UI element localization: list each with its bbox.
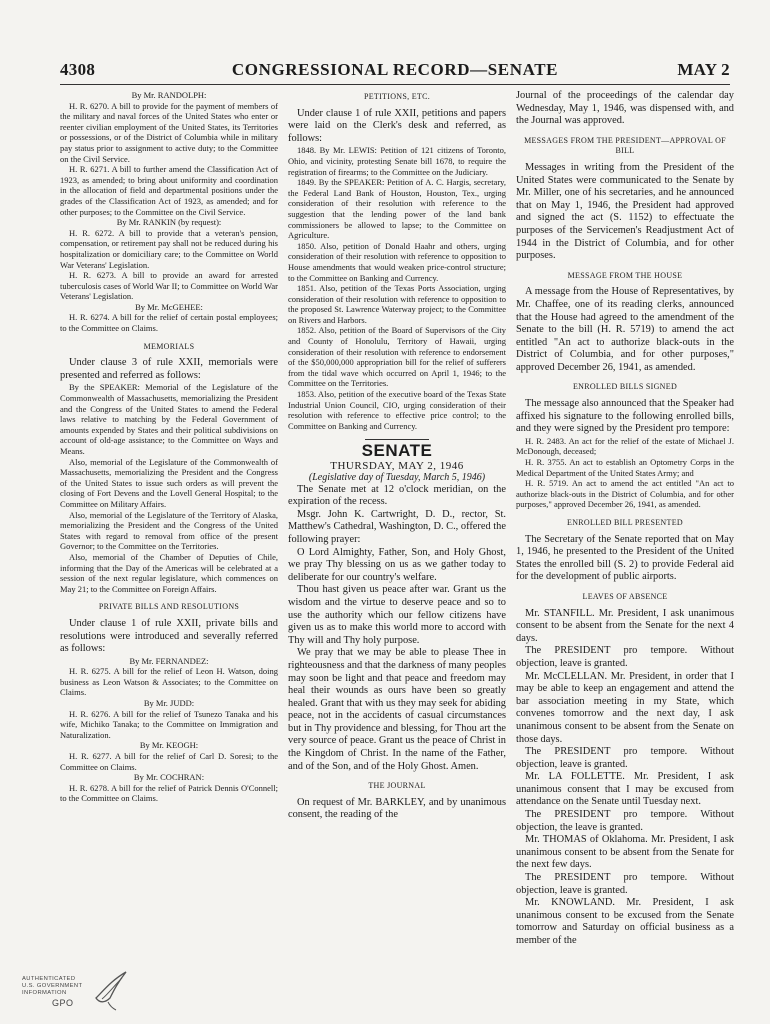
section-heading-message-house: MESSAGE FROM THE HOUSE [567, 270, 683, 280]
bill-entry: H. R. 3755. An act to establish an Optometry Corps in the Medical Department of the United States Army; and [516, 457, 734, 478]
page-number: 4308 [60, 60, 96, 79]
senate-heading: SENATE [361, 441, 433, 461]
bill-entry: H. R. 6276. A bill for the relief of Tsunezo Tanaka and his wife, Michiko Tanaka; to the Committee on Immigration and Naturalization. [60, 708, 278, 740]
sponsor-line: By Mr. JUDD: [143, 698, 195, 709]
proceedings-paragraph: Mr. STANFILL. Mr. President, I ask unanimous consent to be absent from the Senate for the next 4 days. [516, 607, 734, 644]
gpo-logo-word: GPO [52, 998, 74, 1008]
bill-entry: H. R. 6278. A bill for the relief of Patrick Dennis O'Connell; to the Committee on Claims. [60, 782, 278, 804]
section-rule [365, 439, 429, 440]
proceedings-paragraph: Mr. KNOWLAND. Mr. President, I ask unanimous consent to be excused from the Senate tomorrow and Saturday on official business as a member of the [516, 897, 734, 946]
proceedings-paragraph: Mr. THOMAS of Oklahoma. Mr. President, I ask unanimous consent to be absent from the Senate for the next few days. [516, 834, 734, 871]
memorial-entry: Also, memorial of the Legislature of the Territory of Alaska, memorializing the President and the Congress of the United States with regard to removal from office of the present Governor; to the Committee on the Territories. [60, 509, 278, 552]
running-title: CONGRESSIONAL RECORD—SENATE [231, 60, 559, 79]
sponsor-line: By Mr. McGEHEE: [135, 301, 203, 312]
bill-entry: H. R. 6272. A bill to provide that a veteran's pension, compensation, or retirement pay shall not be reduced during his hospitalization or domiciliary care; to the Committee on World War Veterans' Legislation. [60, 227, 278, 270]
proceedings-paragraph: On request of Mr. BARKLEY, and by unanimous consent, the reading of the [288, 796, 506, 821]
petition-entry: 1849. By the SPEAKER: Petition of A. C. Hargis, secretary, the Federal Land Bank of Houston, Houston, Tex., urging consideration of their resolution with reference to the suggestion that the lending power of the land bank commissioners be allowed to lapse; to the Committee on Agriculture. [288, 177, 506, 241]
section-heading-enrolled-bills: ENROLLED BILLS SIGNED [572, 382, 678, 392]
prayer-paragraph: We pray that we may be able to please Thee in righteousness and that the darkness of many peoples may soon be light and that peace and freedom may heal their wounds as ours have been so greatly healed. Grant that with us they may seek for abiding peace, not in the accidents of casual circumstances but in Thy providence and blessing, for Thou art the very source of peace. Grant us the peace of Christ in the Kingdom of Christ. In the name of the Father, and of the Son, and of the Holy Ghost. Amen. [288, 647, 506, 772]
proceedings-paragraph: Mr. McCLELLAN. Mr. President, in order that I may be able to keep an engagement and attend the bar association meeting in my State, which convenes tomorrow and the next day, I ask unanimous consent to be absent from the Senate on those days. [516, 670, 734, 745]
column-right [516, 90, 734, 970]
petition-entry: 1853. Also, petition of the executive board of the Texas State Industrial Union Council, CIO, urging consideration of their resolution with reference to effective price control; to the Committee on Banking and Currency. [288, 389, 506, 431]
bill-entry: H. R. 6271. A bill to further amend the Classification Act of 1923, as amended; to bring about uniformity and coordination in the allocation of field and departmental positions under the grades of the Classification Act of 1923, as amended; and for other purposes; to the Committee on the Civil Service. [60, 164, 278, 217]
sponsor-line: By Mr. RANDOLPH: [131, 90, 207, 100]
intro-paragraph: Under clause 1 of rule XXII, private bills and resolutions were introduced and severally referred as follows: [60, 617, 278, 655]
intro-paragraph: Under clause 1 of rule XXII, petitions and papers were laid on the Clerk's desk and referred, as follows: [288, 107, 506, 144]
proceedings-paragraph: Mr. LA FOLLETTE. Mr. President, I ask unanimous consent that I may be excused from attendance on the Senate until Tuesday next. [516, 771, 734, 808]
proceedings-paragraph: The Senate met at 12 o'clock meridian, on the expiration of the recess. [288, 483, 506, 508]
legislative-day: (Legislative day of Tuesday, March 5, 1946) [308, 471, 486, 483]
gpo-logo-text: AUTHENTICATED U.S. GOVERNMENT INFORMATION [22, 976, 83, 997]
proceedings-paragraph: A message from the House of Representatives, by Mr. Chaffee, one of its reading clerks, announced that the House had agreed to the amendment of the Senate to the bill (H. R. 5719) to amend the act entitled "An act to authorize black-outs in the District of Columbia, and for other purposes," approved December 26, 1941, as amended. [516, 286, 734, 373]
section-heading-leaves: LEAVES OF ABSENCE [582, 591, 668, 601]
bill-entry: H. R. 6270. A bill to provide for the payment of members of the military and naval forces of the United States who enter or reenter civilian employment of the United States, its Territories or possessions, or of the District of Columbia while in military pay status prior to assignment to active duty; to the Committee on the Civil Service. [60, 100, 278, 164]
memorial-entry: Also, memorial of the Chamber of Deputies of Chile, informing that the Day of the Americas will be celebrated at a session of the next regular legislature, which commences on May 21; to the Committee on Foreign Affairs. [60, 551, 278, 594]
petition-entry: 1848. By Mr. LEWIS: Petition of 121 citizens of Toronto, Ohio, and vicinity, protesting Senate bill 1678, to require the registration of firearms; to the Committee on the Judiciary. [288, 145, 506, 177]
section-heading-messages-president: MESSAGES FROM THE PRESIDENT—APPROVAL OF BILL [524, 135, 726, 156]
proceedings-paragraph: The PRESIDENT pro tempore. Without objection, the leave is granted. [516, 809, 734, 833]
bill-entry: H. R. 6277. A bill for the relief of Carl D. Soresi; to the Committee on Claims. [60, 751, 278, 772]
memorial-entry: Also, memorial of the Legislature of the Commonwealth of Massachusetts, memorializing the President and the Congress of the United States to issue such orders as will prevent the closing of Fort Devens and the Lovell General Hospital; to the Committee on Military Affairs. [60, 456, 278, 509]
header-date: MAY 2 [677, 60, 730, 79]
memorial-entry: By the SPEAKER: Memorial of the Legislature of the Commonwealth of Massachusetts, memorializing the President and the Congress of the United States to amend the Federal laws relative to matching by the Federal Government of amounts expended by States and their political subdivisions on account of old-age assistance; to the Committee on Ways and Means. [60, 382, 278, 456]
proceedings-paragraph: Messages in writing from the President of the United States were communicated to the Senate by Mr. Miller, one of his secretaries, and he announced that on May 1, 1946, the President had approved and signed the act (S. 1152) to effectuate the purposes of the Servicemen's Readjustment Act of 1944 in the District of Columbia, and for other purposes. [516, 161, 734, 262]
bill-entry: H. R. 6275. A bill for the relief of Leon H. Watson, doing business as Leon Watson & Associates; to the Committee on Claims. [60, 666, 278, 698]
sponsor-line: By Mr. KEOGH: [139, 740, 199, 751]
header-rule [60, 84, 730, 85]
bill-entry: H. R. 2483. An act for the relief of the estate of Michael J. McDonough, deceased; [516, 435, 734, 457]
page-header [60, 60, 730, 84]
proceedings-paragraph: The message also announced that the Speaker had affixed his signature to the following enrolled bills, and they were signed by the President pro tempore: [516, 398, 734, 435]
section-heading-journal: THE JOURNAL [368, 781, 426, 791]
section-heading-bill-presented: ENROLLED BILL PRESENTED [567, 518, 683, 527]
proceedings-paragraph: The PRESIDENT pro tempore. Without objection, leave is granted. [516, 645, 734, 669]
proceedings-paragraph: Msgr. John K. Cartwright, D. D., rector, St. Matthew's Cathedral, Washington, D. C., offered the following prayer: [288, 508, 506, 545]
sponsor-line: By Mr. RANKIN (by request): [116, 217, 222, 228]
sponsor-line: By Mr. COCHRAN: [133, 772, 205, 783]
column-middle [288, 90, 506, 970]
session-date: THURSDAY, MAY 2, 1946 [330, 460, 464, 472]
petition-entry: 1850. Also, petition of Donald Haahr and others, urging consideration of their resolution with reference to opposition to House amendments that would weaken price-control structure; to the Committee on Banking and Currency. [288, 240, 506, 283]
section-heading-memorials: MEMORIALS [143, 341, 195, 351]
section-heading-petitions: PETITIONS, ETC. [363, 92, 431, 101]
prayer-paragraph: Thou hast given us peace after war. Grant us the wisdom and the virtue to deserve peace and so to use the authority which our fellow citizens have given us as to make this world more to accord with Thy will and Thy holy purpose. [288, 584, 506, 646]
sponsor-line: By Mr. FERNANDEZ: [129, 655, 209, 666]
petition-entry: 1852. Also, petition of the Board of Supervisors of the City and County of Honolulu, Territory of Hawaii, urging consideration of their resolution with reference to endorsement of the $50,000,000 appropriation bill for the relief of sufferers from the tidal wave which occurred on April 1, 1946; to the Committee on the Territories. [288, 325, 506, 389]
eagle-icon [92, 968, 130, 1012]
bill-entry: H. R. 6274. A bill for the relief of certain postal employees; to the Committee on Claims. [60, 312, 278, 334]
proceedings-paragraph: The PRESIDENT pro tempore. Without objection, leave is granted. [516, 872, 734, 896]
petition-entry: 1851. Also, petition of the Texas Ports Association, urging consideration of their resolution with reference to opposition to the proposed St. Lawrence Waterway project; to the Committee on Rivers and Harbors. [288, 283, 506, 325]
intro-paragraph: Under clause 3 of rule XXII, memorials were presented and referred as follows: [60, 357, 278, 381]
proceedings-paragraph: The Secretary of the Senate reported that on May 1, 1946, he presented to the President of the United States the enrolled bill (S. 2) to provide Federal aid for the development of public airports. [516, 533, 734, 583]
column-left [60, 90, 278, 970]
prayer-paragraph: O Lord Almighty, Father, Son, and Holy Ghost, we pray Thy blessing on us as we gather today to deliberate for our country's welfare. [288, 546, 506, 583]
bill-entry: H. R. 6273. A bill to provide an award for arrested tuberculosis cases of World War II; to Committee on World War Veterans' Legislation. [60, 270, 278, 302]
proceedings-paragraph: Journal of the proceedings of the calendar day Wednesday, May 1, 1946, was dispensed with, and the Journal was approved. [516, 90, 734, 127]
bill-entry: H. R. 5719. An act to amend the act entitled "An act to authorize black-outs in the District of Columbia, and for other purposes," approved December 26, 1941, as amended. [516, 478, 734, 510]
proceedings-paragraph: The PRESIDENT pro tempore. Without objection, leave is granted. [516, 746, 734, 770]
gpo-authentication-logo [22, 968, 132, 1016]
section-heading-private-bills: PRIVATE BILLS AND RESOLUTIONS [98, 602, 240, 612]
